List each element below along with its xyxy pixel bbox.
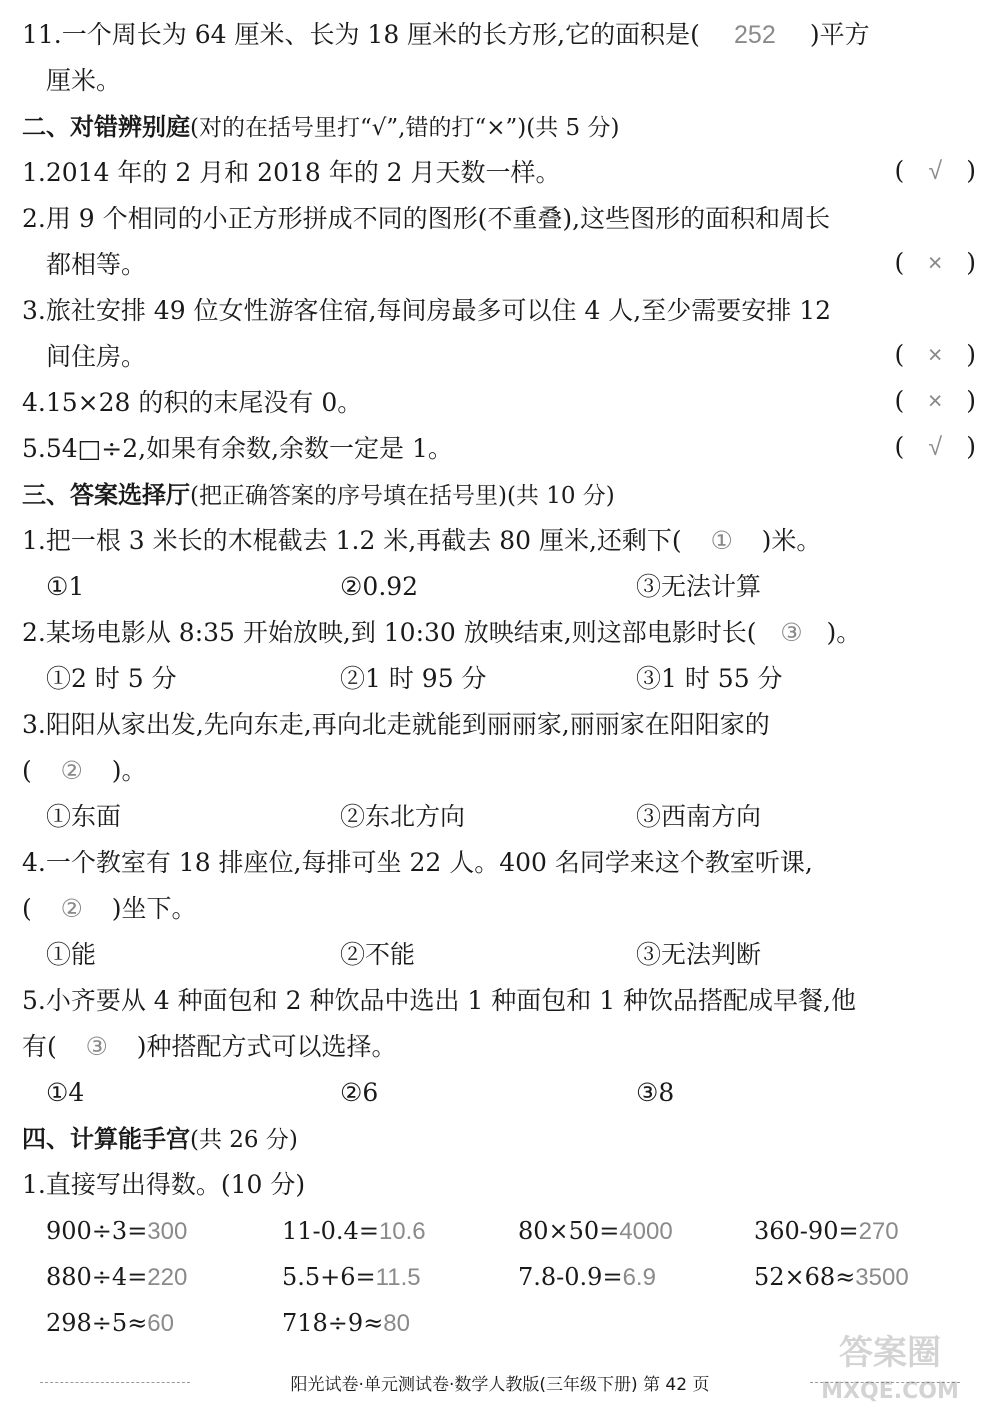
watermark-top: 答案圈 xyxy=(839,1333,941,1373)
footer-text: 阳光试卷·单元测试卷·数学人教版(三年级下册) 第 42 页 xyxy=(290,1375,710,1395)
answer-s3-q1: ① xyxy=(710,527,733,555)
calc-item: 298÷5≈60 xyxy=(46,1309,174,1337)
question-11: 11.一个周长为 64 厘米、长为 18 厘米的长方形,它的面积是( 252 )平方 xyxy=(22,18,980,52)
s2-answer-5: ( √ ) xyxy=(894,432,978,461)
calc-item: 80×50=4000 xyxy=(518,1217,673,1245)
s2-item-4: 4.15×28 的积的末尾没有 0。 xyxy=(22,388,363,417)
s3-q4-opt-2: ②不能 xyxy=(340,940,416,969)
s3-q2-opt-3: ③1 时 55 分 xyxy=(636,664,783,693)
footer-divider-left xyxy=(40,1382,190,1383)
s3-q4-opt-1: ①能 xyxy=(46,940,97,969)
s3-q5-opt-1: ①4 xyxy=(46,1078,85,1107)
s3-q3-opt-3: ③西南方向 xyxy=(636,802,762,831)
calc-item: 7.8-0.9=6.9 xyxy=(518,1263,656,1291)
s3-q3-cont: ( ② )。 xyxy=(22,754,980,788)
calc-item: 360-90=270 xyxy=(754,1217,899,1245)
s3-q3: 3.阳阳从家出发,先向东走,再向北走就能到丽丽家,丽丽家在阳阳家的 xyxy=(22,710,770,739)
s3-q3-opt-1: ①东面 xyxy=(46,802,122,831)
calc-item: 5.5+6=11.5 xyxy=(282,1263,421,1291)
s2-answer-3: ( × ) xyxy=(894,340,978,369)
s3-q5-opt-3: ③8 xyxy=(636,1078,675,1107)
answer-s3-q5: ③ xyxy=(85,1033,108,1061)
section-4-title: 四、计算能手宫(共 26 分) xyxy=(22,1125,298,1153)
answer-s3-q4: ② xyxy=(60,895,83,923)
section-2-title: 二、对错辨别庭(对的在括号里打“√”,错的打“×”)(共 5 分) xyxy=(22,113,620,141)
s3-q5-opt-2: ②6 xyxy=(340,1078,379,1107)
watermark-logo xyxy=(790,1326,990,1406)
s2-item-3-cont: 间住房。 xyxy=(46,342,147,371)
s2-answer-1: ( √ ) xyxy=(894,156,978,185)
answer-s3-q3: ② xyxy=(60,757,83,785)
s2-item-5: 5.54□÷2,如果有余数,余数一定是 1。 xyxy=(22,434,453,463)
s2-item-1: 1.2014 年的 2 月和 2018 年的 2 月天数一样。 xyxy=(22,158,561,187)
calc-item: 900÷3=300 xyxy=(46,1217,188,1245)
watermark-bottom: MXQE.COM xyxy=(821,1379,959,1404)
s3-q2: 2.某场电影从 8:35 开始放映,到 10:30 放映结束,则这部电影时长( ③ )。 xyxy=(22,616,980,650)
s3-q1-opt-3: ③无法计算 xyxy=(636,572,762,601)
s3-q4-cont: ( ② )坐下。 xyxy=(22,892,980,926)
s3-q4-opt-3: ③无法判断 xyxy=(636,940,762,969)
s2-answer-4: ( × ) xyxy=(894,386,978,415)
s3-q2-opt-2: ②1 时 95 分 xyxy=(340,664,487,693)
question-11-cont: 厘米。 xyxy=(46,66,122,95)
s3-q3-opt-2: ②东北方向 xyxy=(340,802,466,831)
s3-q1-opt-2: ②0.92 xyxy=(340,572,419,601)
s2-item-2-cont: 都相等。 xyxy=(46,250,147,279)
s3-q5-cont: 有( ③ )种搭配方式可以选择。 xyxy=(22,1030,980,1064)
calc-item: 11-0.4=10.6 xyxy=(282,1217,426,1245)
s3-q4: 4.一个教室有 18 排座位,每排可坐 22 人。400 名同学来这个教室听课, xyxy=(22,848,813,877)
s3-q5: 5.小齐要从 4 种面包和 2 种饮品中选出 1 种面包和 1 种饮品搭配成早餐,他 xyxy=(22,986,856,1015)
s2-item-2: 2.用 9 个相同的小正方形拼成不同的图形(不重叠),这些图形的面积和周长 xyxy=(22,204,831,233)
s3-q1: 1.把一根 3 米长的木棍截去 1.2 米,再截去 80 厘米,还剩下( ① )米。 xyxy=(22,524,980,558)
answer-s3-q2: ③ xyxy=(780,619,803,647)
calc-item: 718÷9≈80 xyxy=(282,1309,410,1337)
calc-item: 52×68≈3500 xyxy=(754,1263,909,1291)
s4-q1: 1.直接写出得数。(10 分) xyxy=(22,1170,306,1199)
section-3-title: 三、答案选择厅(把正确答案的序号填在括号里)(共 10 分) xyxy=(22,481,615,509)
s2-item-3: 3.旅社安排 49 位女性游客住宿,每间房最多可以住 4 人,至少需要安排 12 xyxy=(22,296,832,325)
s2-answer-2: ( × ) xyxy=(894,248,978,277)
answer-q11: 252 xyxy=(734,21,776,49)
s3-q1-opt-1: ①1 xyxy=(46,572,85,601)
s3-q2-opt-1: ①2 时 5 分 xyxy=(46,664,177,693)
calc-item: 880÷4=220 xyxy=(46,1263,188,1291)
